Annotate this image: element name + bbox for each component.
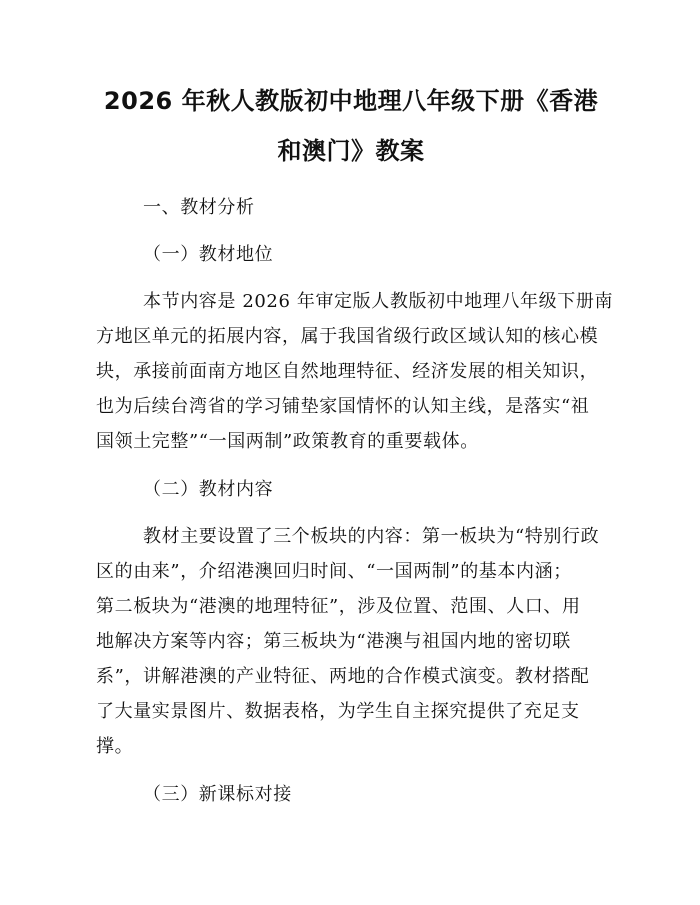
paragraph-line: 撑。 bbox=[96, 736, 134, 757]
paragraph-line: 教材主要设置了三个板块的内容：第一板块为“特别行政 bbox=[143, 526, 600, 547]
paragraph-line: 了大量实景图片、数据表格，为学生自主探究提供了充足支 bbox=[96, 701, 580, 722]
title-line-2: 和澳门》教案 bbox=[277, 137, 425, 165]
paragraph-line: 国领土完整”“一国两制”政策教育的重要载体。 bbox=[96, 431, 479, 452]
paragraph-line: 地解决方案等内容；第三板块为“港澳与祖国内地的密切联 bbox=[96, 631, 571, 652]
subsection-heading-curriculum: （三）新课标对接 bbox=[143, 784, 292, 805]
subsection-heading-position: （一）教材地位 bbox=[143, 244, 274, 265]
paragraph-line: 第二板块为“港澳的地理特征”，涉及位置、范围、人口、用 bbox=[96, 596, 581, 617]
title-line-1: 2026 年秋人教版初中地理八年级下册《香港 bbox=[103, 87, 599, 115]
paragraph-line: 本节内容是 2026 年审定版人教版初中地理八年级下册南 bbox=[143, 291, 614, 312]
paragraph-line: 方地区单元的拓展内容，属于我国省级行政区域认知的核心模 bbox=[96, 326, 599, 347]
paragraph-line: 系”，讲解港澳的产业特征、两地的合作模式演变。教材搭配 bbox=[96, 666, 590, 687]
document-title bbox=[96, 76, 606, 176]
subsection-heading-content: （二）教材内容 bbox=[143, 479, 274, 500]
paragraph-line: 也为后续台湾省的学习铺垫家国情怀的认知主线，是落实“祖 bbox=[96, 396, 590, 417]
paragraph-line: 块，承接前面南方地区自然地理特征、经济发展的相关知识， bbox=[96, 361, 599, 382]
section-heading-analysis: 一、教材分析 bbox=[143, 197, 255, 218]
paragraph-line: 区的由来”，介绍港澳回归时间、“一国两制”的基本内涵； bbox=[96, 561, 572, 582]
